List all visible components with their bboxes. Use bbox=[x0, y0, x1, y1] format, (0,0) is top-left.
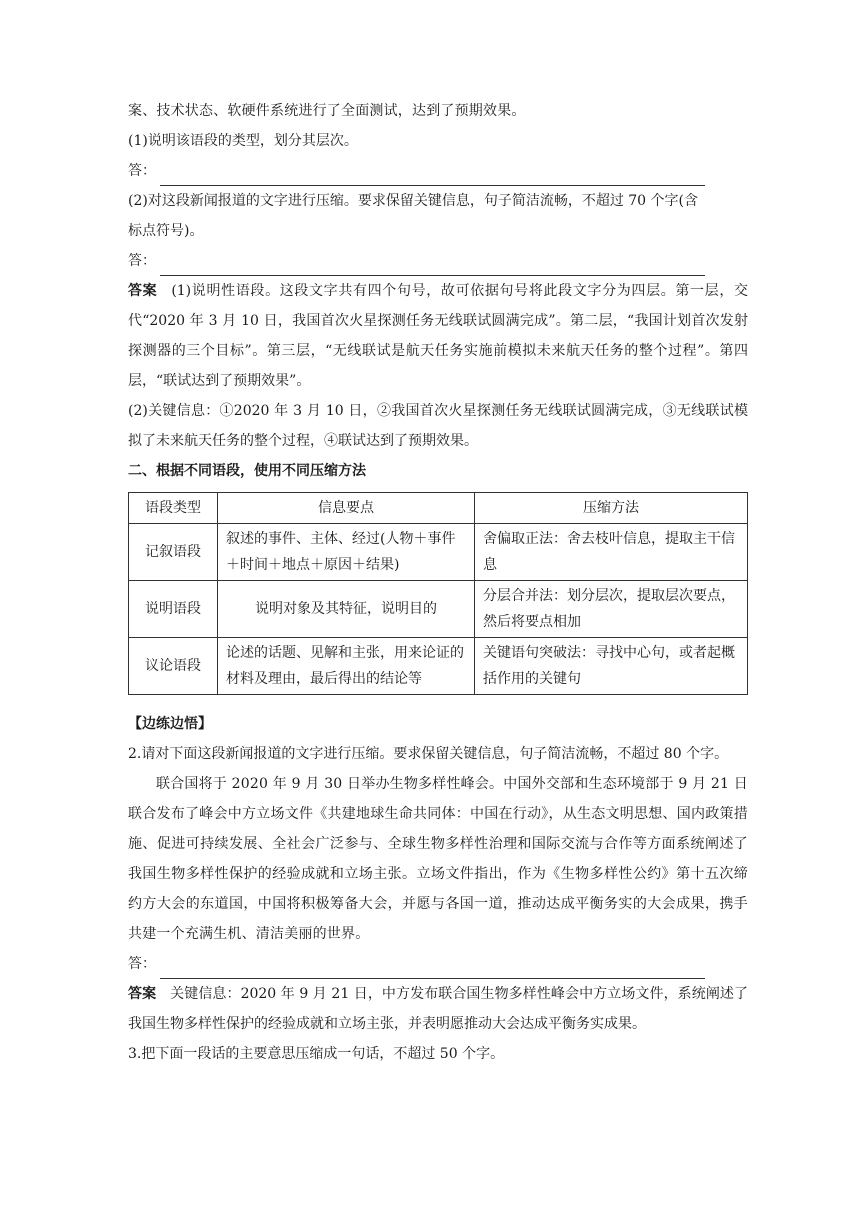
answer-underline[interactable] bbox=[160, 167, 705, 186]
cell-type: 议论语段 bbox=[129, 638, 218, 695]
compression-methods-table bbox=[128, 492, 748, 695]
header-info: 信息要点 bbox=[218, 493, 475, 524]
answer-1 bbox=[128, 276, 748, 396]
answer-prefix: 答： bbox=[128, 163, 156, 179]
cell-type: 记叙语段 bbox=[129, 524, 218, 581]
table-row bbox=[129, 638, 748, 695]
cell-info: 说明对象及其特征，说明目的 bbox=[218, 581, 475, 638]
cell-method: 舍偏取正法：舍去枝叶信息，提取主干信息 bbox=[475, 524, 748, 581]
intro-tail: 案、技术状态、软硬件系统进行了全面测试，达到了预期效果。 bbox=[128, 103, 526, 119]
table-row bbox=[129, 581, 748, 638]
answer-3-text: 关键信息：2020 年 9 月 21 日，中方发布联合国生物多样性峰会中方立场文件，系统阐述了我国生物多样性保护的经验成就和立场主张，并表明愿推动大会达成平衡务实成果。 bbox=[128, 986, 748, 1032]
question-2-line1: (2)对这段新闻报道的文字进行压缩。要求保留关键信息，句子简洁流畅，不超过 70 个字(含 bbox=[128, 193, 699, 209]
question-2-line2: 标点符号)。 bbox=[128, 223, 204, 239]
answer-underline[interactable] bbox=[160, 960, 705, 979]
header-method: 压缩方法 bbox=[475, 493, 748, 524]
cell-info: 叙述的事件、主体、经过(人物＋事件＋时间＋地点＋原因＋结果) bbox=[218, 524, 475, 581]
answer-prefix: 答： bbox=[128, 253, 156, 269]
answer-3 bbox=[128, 979, 748, 1039]
answer-prefix: 答： bbox=[128, 956, 156, 972]
cell-info: 论述的话题、见解和主张，用来论证的材料及理由，最后得出的结论等 bbox=[218, 638, 475, 695]
answer-blank-3 bbox=[128, 949, 748, 979]
question-3: 2.请对下面这段新闻报道的文字进行压缩。要求保留关键信息，句子简洁流畅，不超过 80 个字。 bbox=[128, 746, 729, 762]
table-header-row bbox=[129, 493, 748, 524]
table-row bbox=[129, 524, 748, 581]
answer-blank-1 bbox=[128, 156, 748, 186]
answer-blank-2 bbox=[128, 246, 748, 276]
cell-method: 分层合并法：划分层次，提取层次要点，然后将要点相加 bbox=[475, 581, 748, 638]
header-type: 语段类型 bbox=[129, 493, 218, 524]
answer-label: 答案 bbox=[128, 283, 158, 299]
cell-method: 关键语句突破法：寻找中心句，或者起概括作用的关键句 bbox=[475, 638, 748, 695]
practice-title: 【边练边悟】 bbox=[128, 716, 212, 732]
answer-underline[interactable] bbox=[160, 257, 705, 276]
section-2-title: 二、根据不同语段，使用不同压缩方法 bbox=[128, 463, 366, 479]
question-4: 3.把下面一段话的主要意思压缩成一句话，不超过 50 个字。 bbox=[128, 1046, 505, 1062]
answer-label: 答案 bbox=[128, 986, 157, 1002]
answer-1-text: (1)说明性语段。这段文字共有四个句号，故可依据句号将此段文字分为四层。第一层，交代“2020 年 3 月 10 日，我国首次火星探测任务无线联试圆满完成”。第二层，“我国计划首次发射探测器的三个目标”。第三层，“无线联试是航天任务实施前模拟未来航天任务的整个过程”。第四层，“联试达到了预期效果”。 bbox=[128, 283, 748, 389]
document-page bbox=[128, 96, 748, 1069]
answer-2: (2)关键信息：①2020 年 3 月 10 日，②我国首次火星探测任务无线联试圆满完成，③无线联试模拟了未来航天任务的整个过程，④联试达到了预期效果。 bbox=[128, 403, 748, 449]
news-passage: 联合国将于 2020 年 9 月 30 日举办生物多样性峰会。中国外交部和生态环境部于 9 月 21 日联合发布了峰会中方立场文件《共建地球生命共同体：中国在行动》，从生态文明思想、国内政策措施、促进可持续发展、全社会广泛参与、全球生物多样性治理和国际交流与合作等方面系统阐述了我国生物多样性保护的经验成就和立场主张。立场文件指出，作为《生物多样性公约》第十五次缔约方大会的东道国，中国将积极筹备大会，并愿与各国一道，推动达成平衡务实的大会成果，携手共建一个充满生机、清洁美丽的世界。 bbox=[128, 776, 748, 942]
question-1: (1)说明该语段的类型，划分其层次。 bbox=[128, 133, 358, 149]
cell-type: 说明语段 bbox=[129, 581, 218, 638]
